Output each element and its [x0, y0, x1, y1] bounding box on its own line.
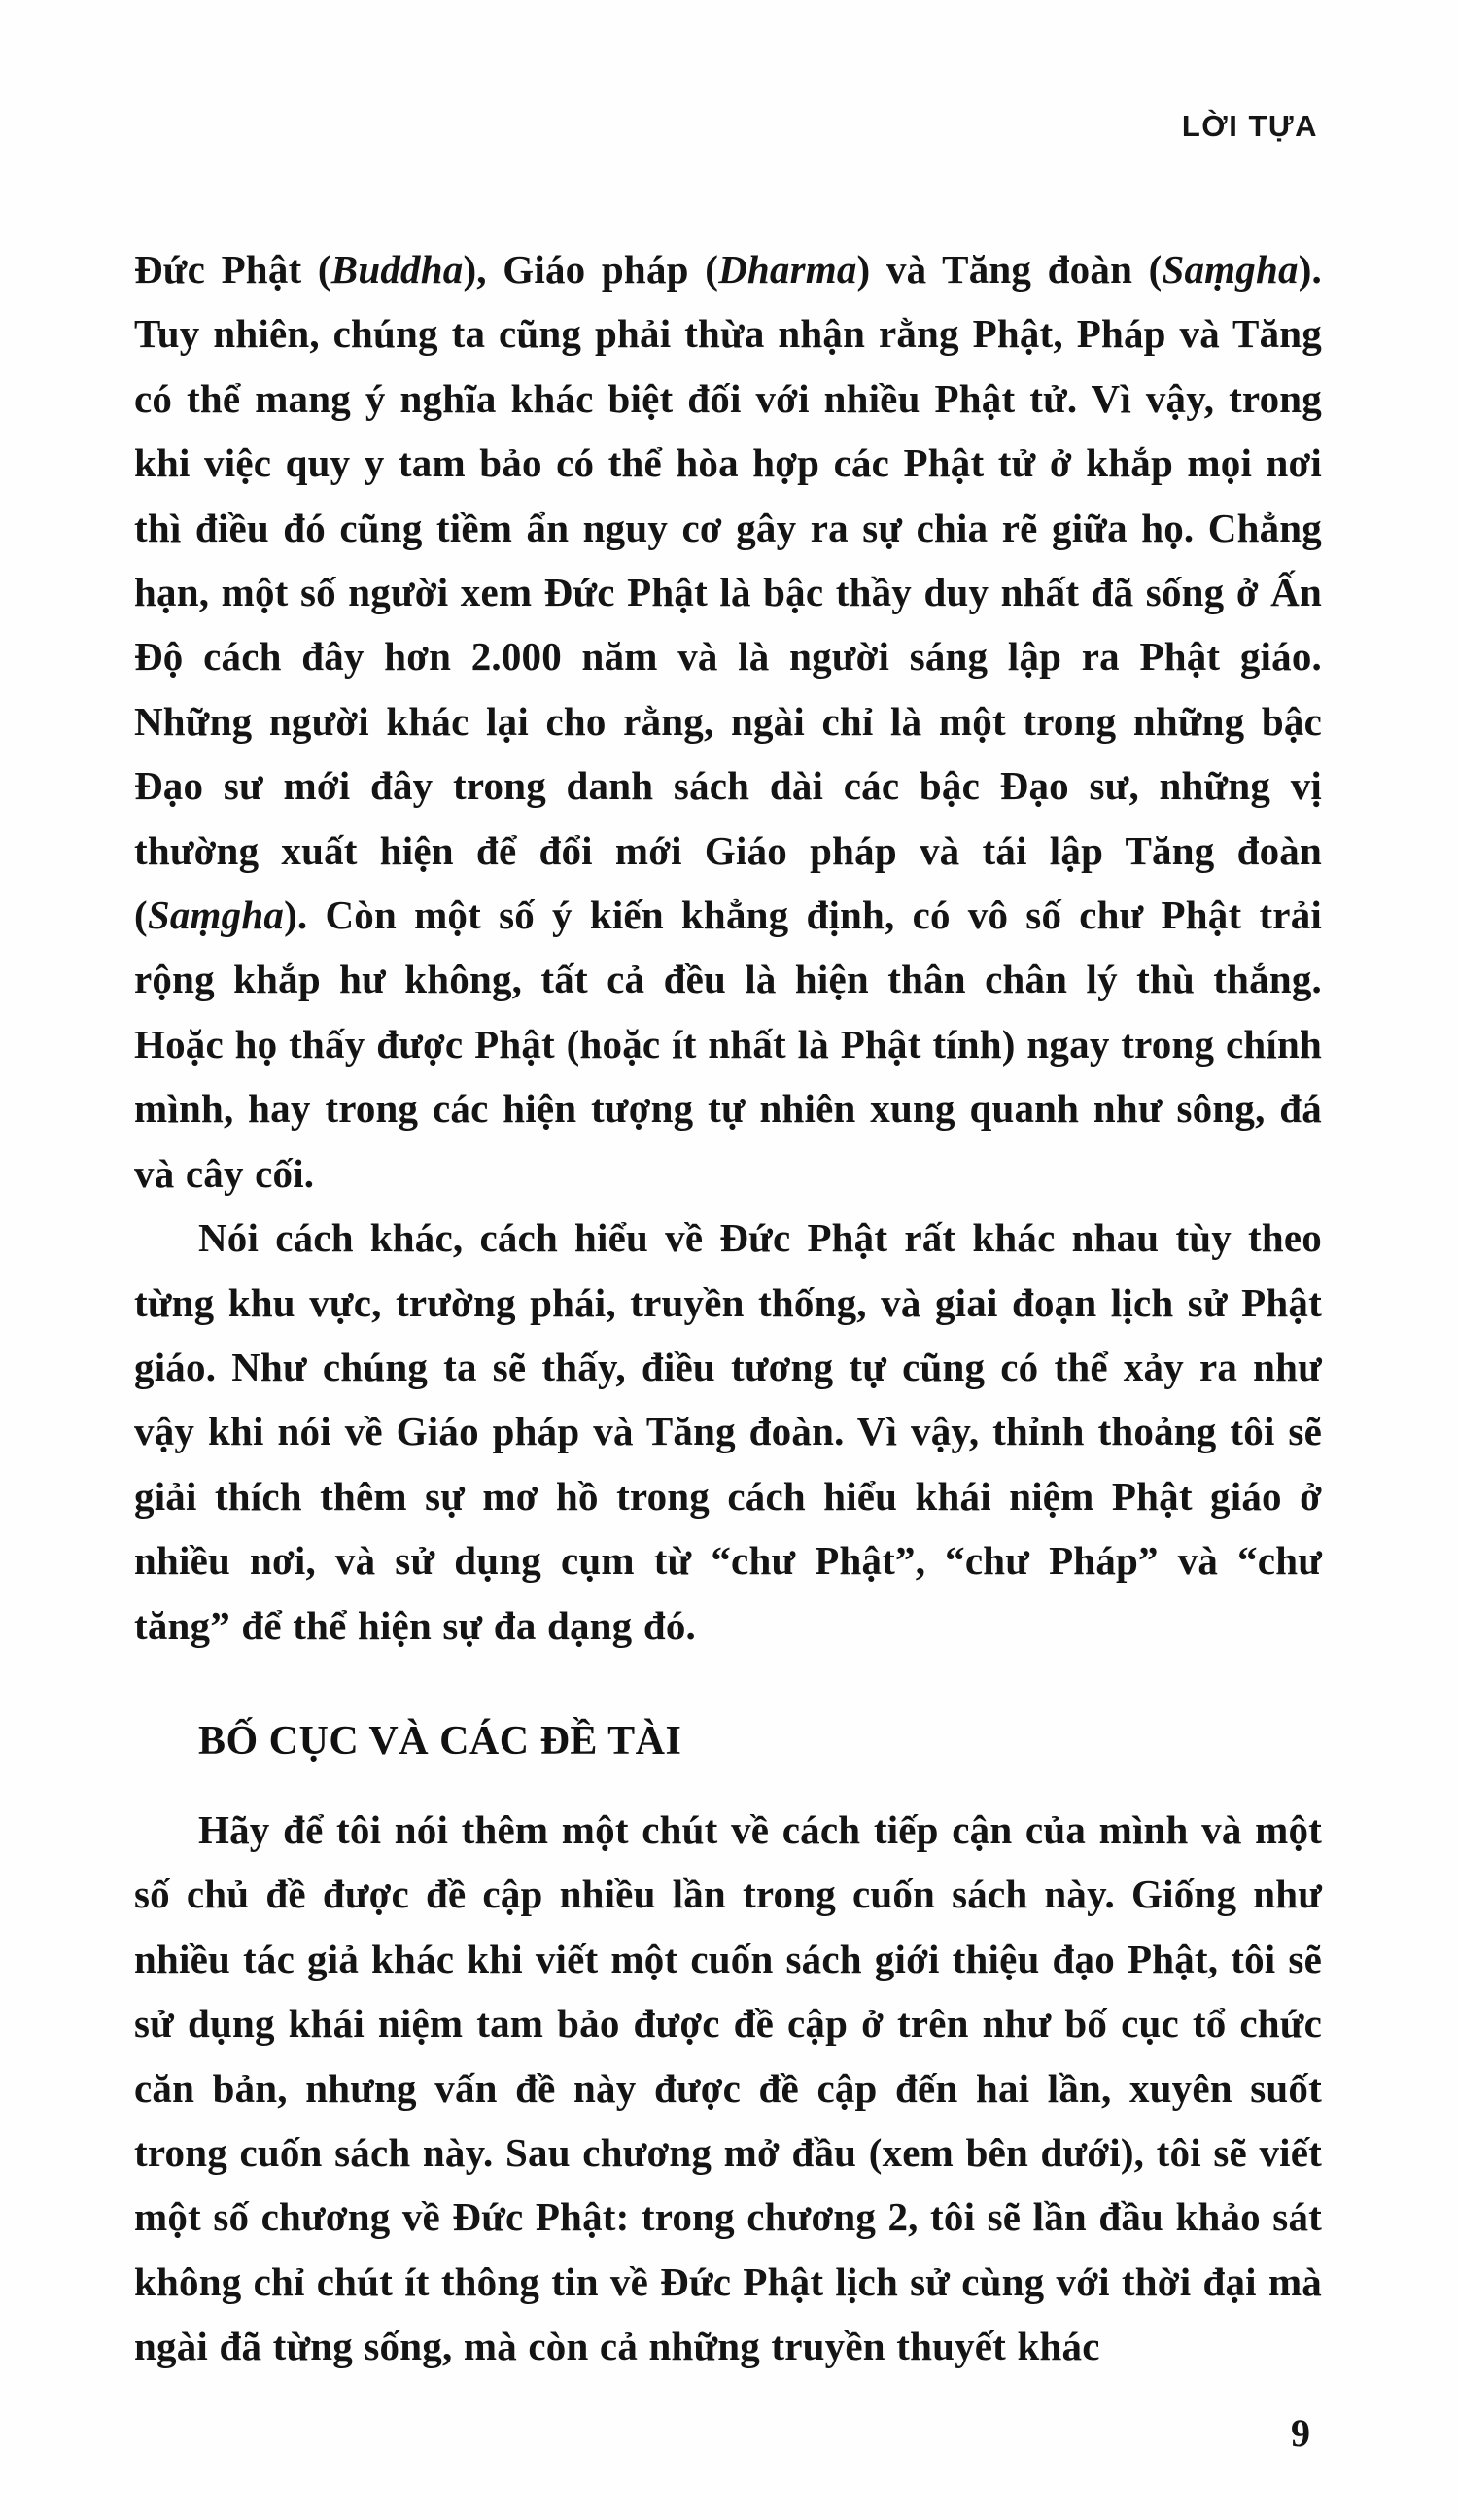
page-number: 9: [1291, 2411, 1310, 2455]
page-body: [134, 237, 1322, 2379]
paragraph: Nói cách khác, cách hiểu về Đức Phật rất khác nhau tùy theo từng khu vực, trường phái, truyền thống, và giai đoạn lịch sử Phật giáo. Như chúng ta sẽ thấy, điều tương tự cũng có thể xảy ra như vậy khi nói về Giáo pháp và Tăng đoàn. Vì vậy, thỉnh thoảng tôi sẽ giải thích thêm sự mơ hồ trong cách hiểu khái niệm Phật giáo ở nhiều nơi, và sử dụng cụm từ “chư Phật”, “chư Pháp” và “chư tăng” để thể hiện sự đa dạng đó.: [134, 1215, 1322, 1648]
paragraph: Hãy để tôi nói thêm một chút về cách tiếp cận của mình và một số chủ đề được đề cập nhiều lần trong cuốn sách này. Giống như nhiều tác giả khác khi viết một cuốn sách giới thiệu đạo Phật, tôi sẽ sử dụng khái niệm tam bảo được đề cập ở trên như bố cục tổ chức căn bản, nhưng vấn đề này được đề cập đến hai lần, xuyên suốt trong cuốn sách này. Sau chương mở đầu (xem bên dưới), tôi sẽ viết một số chương về Đức Phật: trong chương 2, tôi sẽ lần đầu khảo sát không chỉ chút ít thông tin về Đức Phật lịch sử cùng với thời đại mà ngài đã từng sống, mà còn cả những truyền thuyết khác: [134, 1806, 1322, 2369]
section-heading: BỐ CỤC VÀ CÁC ĐỀ TÀI: [198, 1718, 682, 1764]
paragraph: Đức Phật (Buddha), Giáo pháp (Dharma) và Tăng đoàn (Saṃgha). Tuy nhiên, chúng ta cũng phải thừa nhận rằng Phật, Pháp và Tăng có thể mang ý nghĩa khác biệt đối với nhiều Phật tử. Vì vậy, trong khi việc quy y tam bảo có thể hòa hợp các Phật tử ở khắp mọi nơi thì điều đó cũng tiềm ẩn nguy cơ gây ra sự chia rẽ giữa họ. Chẳng hạn, một số người xem Đức Phật là bậc thầy duy nhất đã sống ở Ấn Độ cách đây hơn 2.000 năm và là người sáng lập ra Phật giáo. Những người khác lại cho rằng, ngài chỉ là một trong những bậc Đạo sư mới đây trong danh sách dài các bậc Đạo sư, những vị thường xuất hiện để đổi mới Giáo pháp và tái lập Tăng đoàn (Saṃgha). Còn một số ý kiến khẳng định, có vô số chư Phật trải rộng khắp hư không, tất cả đều là hiện thân chân lý thù thắng. Hoặc họ thấy được Phật (hoặc ít nhất là Phật tính) ngay trong chính mình, hay trong các hiện tượng tự nhiên xung quanh như sông, đá và cây cối.: [134, 247, 1322, 1196]
running-header: LỜI TỰA: [1181, 109, 1318, 143]
